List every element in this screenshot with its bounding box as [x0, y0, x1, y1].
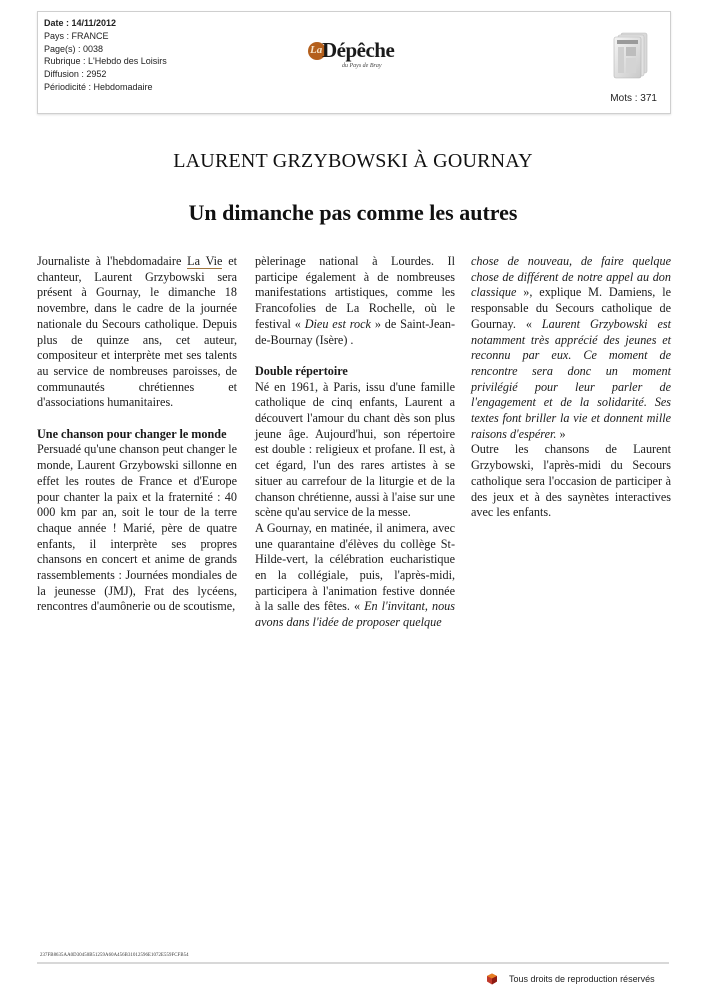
article-column-3	[471, 254, 671, 521]
text-run: pèlerinage national à Lourdes. Il participe également à de nombreuses manifestations artistiques, comme les Francofolies de La Rochelle, où le festival «	[255, 254, 455, 331]
article-title: Un dimanche pas comme les autres	[188, 200, 518, 225]
text-run: », explique M. Damiens, le responsable du Secours catholique de Gournay. «	[471, 285, 671, 331]
meta-date: Date : 14/11/2012	[44, 18, 117, 28]
text-run: »	[556, 426, 566, 441]
section-heading: Double répertoire	[255, 363, 348, 378]
cube-logo-icon	[486, 973, 498, 985]
paragraph: Né en 1961, à Paris, issu d'une famille catholique de cinq enfants, Laurent a découvert l'amour du chant dès son plus jeune âge. Aujourd'hui, son répertoire est double : religieux et profane. Il est, à cet égard, l'un des rares artistes à se situer au carrefour de la liturgie et de la chanson chrétienne, aussi à l'aise sur une scène qu'au service de la messe.	[255, 379, 455, 520]
meta-pages: Page(s) : 0038	[44, 43, 104, 54]
paragraph	[255, 254, 455, 348]
paragraph	[37, 254, 237, 411]
la-vie-link[interactable]: La Vie	[187, 254, 223, 268]
festival-name: Dieu est rock	[304, 316, 371, 331]
metadata-block	[44, 17, 167, 94]
meta-circulation: Diffusion : 2952	[44, 69, 107, 80]
article-metadata-header	[37, 11, 671, 114]
word-count: Mots : 371	[610, 93, 657, 104]
article-column-2	[255, 254, 455, 631]
article-kicker: LAURENT GRZYBOWSKI À GOURNAY	[173, 150, 533, 172]
copyright-notice: Tous droits de reproduction réservés	[509, 974, 655, 984]
quote-text: Laurent Grzybowski est notamment très apprécié des jeunes et reconnu par eux. Ce moment de rencontre sera donc un moment privilégié pour leur parler de l'engagement et de la solidarité. Ses textes font briller la vie et donnent mille raisons d'espérer.	[471, 316, 671, 441]
paragraph: Outre les chansons de Laurent Grzybowski, l'après-midi du Secours catholique sera l'occasion de participer à des jeux et à des saynètes interactives avec les enfants.	[471, 442, 671, 520]
paragraph	[471, 254, 671, 442]
footer-divider	[37, 962, 669, 964]
paragraph-gap	[37, 411, 237, 427]
logo-badge-letters: La	[310, 44, 323, 56]
publication-logo	[306, 38, 396, 74]
paragraph: Persuadé qu'une chanson peut changer le monde, Laurent Grzybowski sillonne en effet les routes de France et d'Europe pour chanter la paix et la fraternité : 40 000 km par an, soit le tour de la terre chaque année ! Marié, père de quatre enfants, il interprète ses propres chansons en concert et anime de grands rassemblements : Journées mondiales de la jeunesse (JMJ), Frat des lycéens, rencontres d'aumônerie ou de scoutisme,	[37, 442, 237, 614]
meta-country: Pays : FRANCE	[44, 30, 109, 41]
text-run: » de Saint-Jean-de-Bournay (Isère) .	[255, 316, 455, 347]
meta-section: Rubrique : L'Hebdo des Loisirs	[44, 56, 167, 67]
section-heading: Une chanson pour changer le monde	[37, 426, 227, 441]
logo-name: Dépêche	[322, 38, 395, 62]
text-run: A Gournay, en matinée, il animera, avec une quarantaine d'élèves du collège St-Hilde-vert, la célébration eucharistique en la collégiale, puis, l'après-midi, participera à l'animation festive donnée à la salle des fêtes. «	[255, 520, 455, 614]
logo-tagline: du Pays de Bray	[342, 63, 382, 69]
text-run: Journaliste à l'hebdomadaire	[37, 254, 188, 268]
paragraph	[255, 521, 455, 631]
article-column-1	[37, 254, 237, 615]
paragraph-gap	[255, 348, 455, 364]
quote-text: En l'invitant, nous avons dans l'idée de proposer quelque	[255, 599, 456, 630]
newspaper-stack-icon	[611, 30, 651, 80]
document-hash: 237FB8635AA0D30450B51259A60A456B31012596E1072E559FCFB54	[40, 953, 189, 958]
text-run: et chanteur, Laurent Grzybowski sera présent à Gournay, le dimanche 18 novembre, dans le cadre de la journée nationale du Secours catholique. Depuis plus de quinze ans, cet auteur, compositeur et interprète met ses talents au service de nombreuses paroisses, de communautés chrétiennes et d'associations humanitaires.	[37, 254, 238, 410]
meta-periodicity: Périodicité : Hebdomadaire	[44, 81, 153, 92]
quote-text: chose de nouveau, de faire quelque chose de différent de notre appel au don classique	[471, 254, 671, 300]
